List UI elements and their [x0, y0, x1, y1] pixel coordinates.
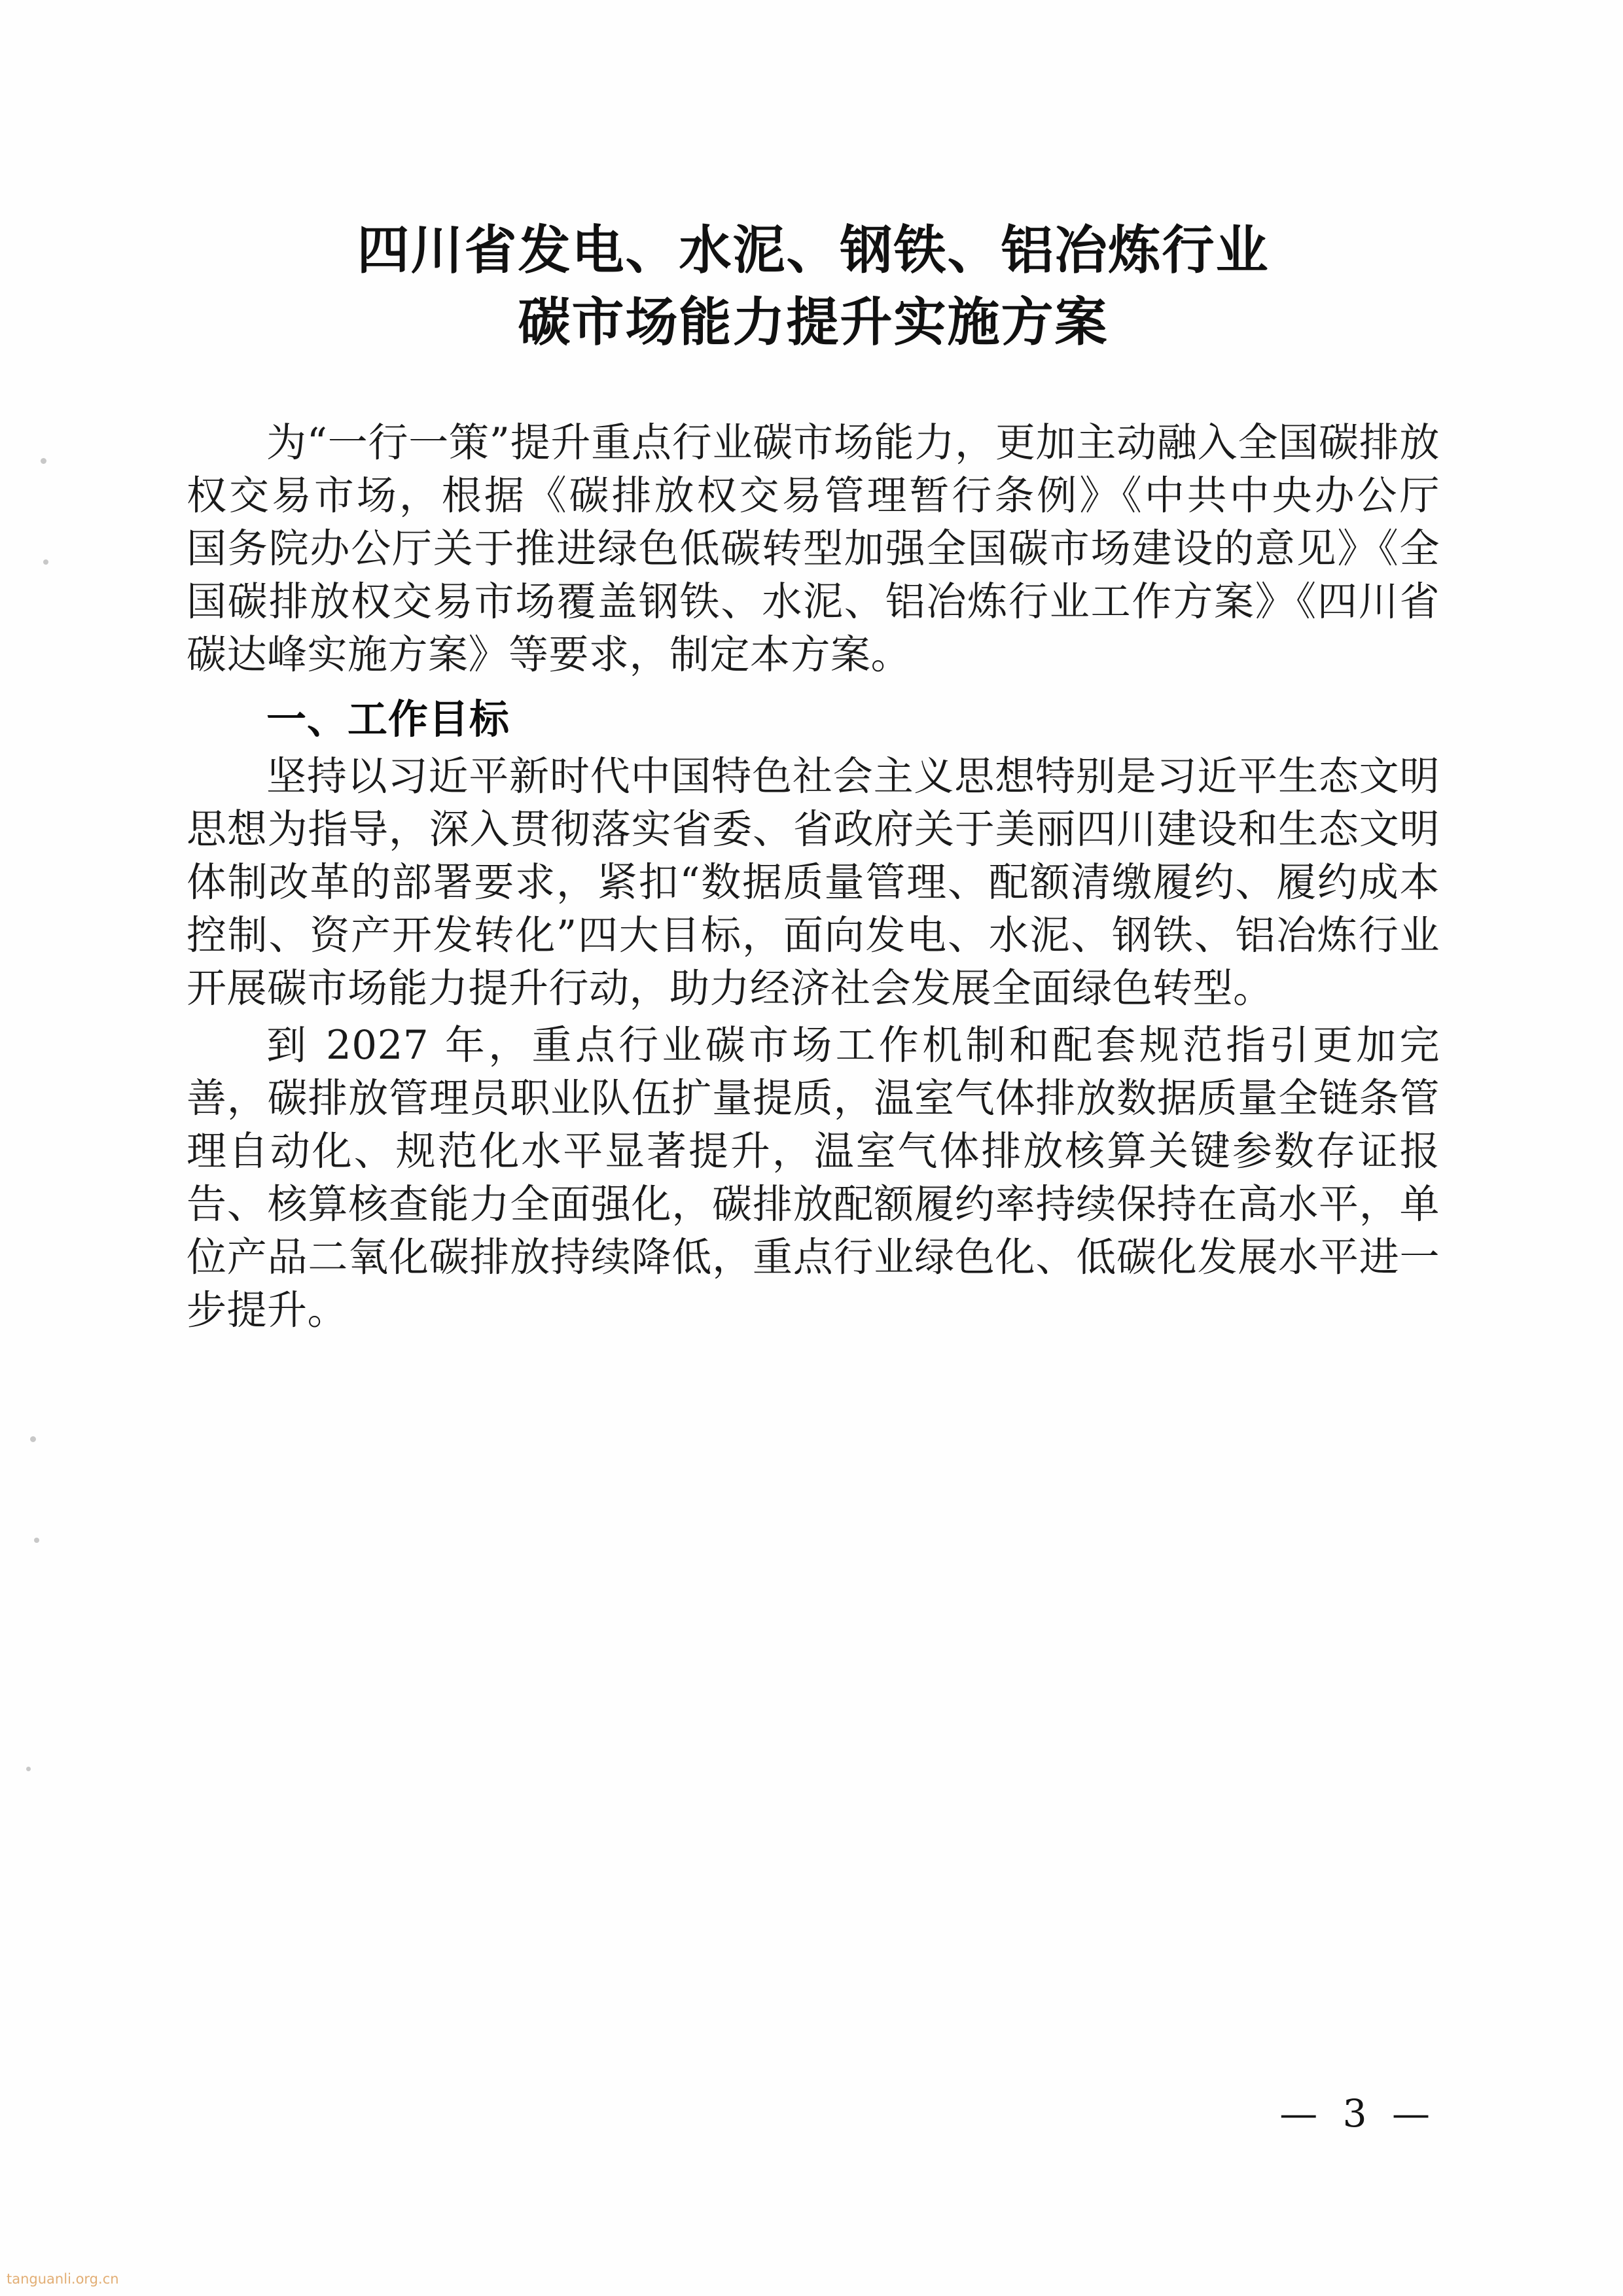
scan-speckle	[43, 559, 48, 565]
paragraph-2027-targets: 到 2027 年，重点行业碳市场工作机制和配套规范指引更加完善，碳排放管理员职业队伍扩量提质，温室气体排放数据质量全链条管理自动化、规范化水平显著提升，温室气体排放核算关键参数存证报告、核算核查能力全面强化，碳排放配额履约率持续保持在高水平，单位产品二氧化碳排放持续降低，重点行业绿色化、低碳化发展水平进一步提升。	[187, 1022, 1440, 1333]
page-title-line-2: 碳市场能力提升实施方案	[518, 291, 1109, 353]
watermark: tanguanli.org.cn	[7, 2271, 119, 2287]
paragraph-preamble: 为“一行一策”提升重点行业碳市场能力，更加主动融入全国碳排放权交易市场，根据《碳排放权交易管理暂行条例》《中共中央办公厅 国务院办公厅关于推进绿色低碳转型加强全国碳市场建设的意见》《全国碳排放权交易市场覆盖钢铁、水泥、铝冶炼行业工作方案》《四川省碳达峰实施方案》等要求，制定本方案。	[187, 419, 1480, 678]
section-heading-work-goals: 一、工作目标	[266, 696, 510, 743]
page-number: — 3 —	[1279, 2091, 1436, 2136]
document-body	[187, 0, 1480, 1337]
scan-speckle	[41, 458, 46, 464]
page-title	[187, 216, 1440, 356]
paragraph-guiding-principles: 坚持以习近平新时代中国特色社会主义思想特别是习近平生态文明思想为指导，深入贯彻落实省委、省政府关于美丽四川建设和生态文明体制改革的部署要求，紧扣“数据质量管理、配额清缴履约、履约成本控制、资产开发转化”四大目标，面向发电、水泥、钢铁、铝冶炼行业开展碳市场能力提升行动，助力经济社会发展全面绿色转型。	[187, 753, 1440, 1012]
page-title-line-1: 四川省发电、水泥、钢铁、铝冶炼行业	[357, 219, 1270, 281]
scan-speckle	[30, 1436, 36, 1442]
scan-speckle	[26, 1767, 31, 1771]
scan-speckle	[34, 1538, 39, 1543]
